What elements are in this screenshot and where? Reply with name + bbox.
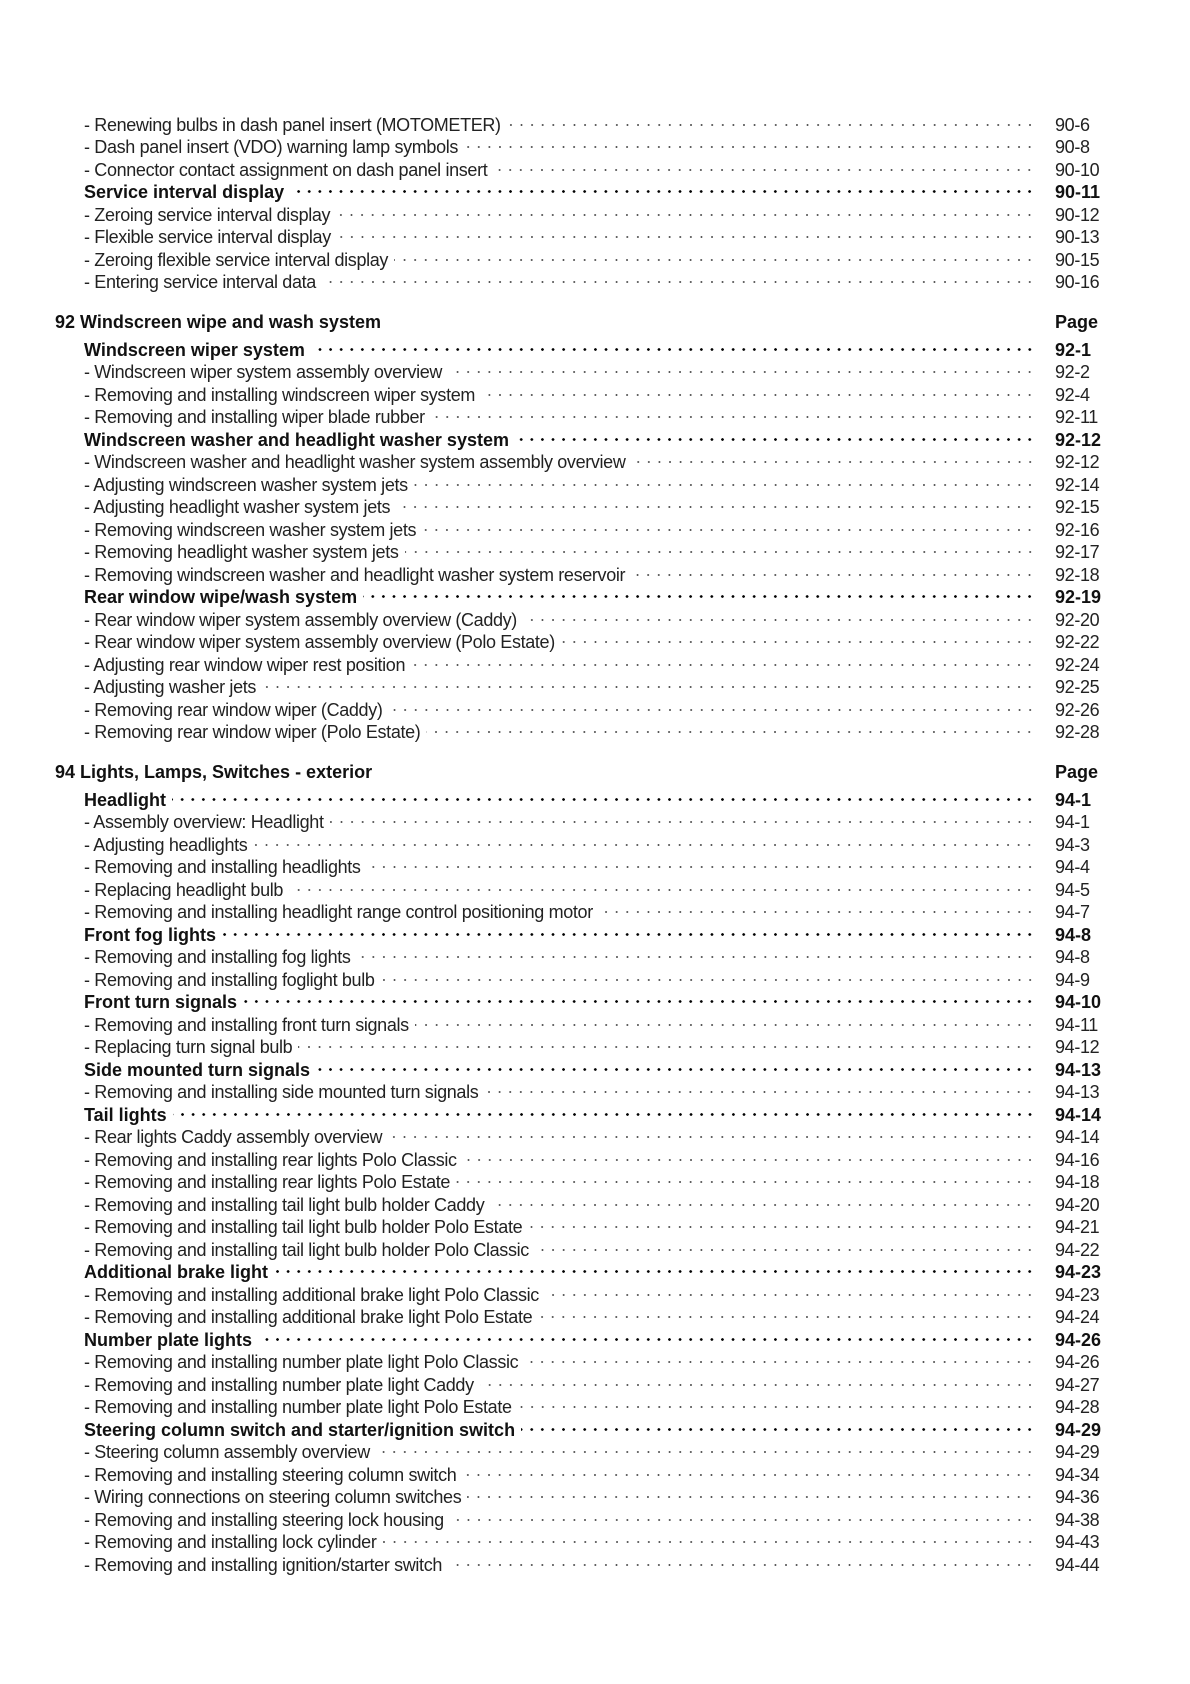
toc-entry-page: 92-18	[1055, 564, 1100, 585]
dot-leader	[448, 356, 1035, 379]
toc-entry-page: 92-1	[1055, 339, 1092, 360]
dot-leader	[456, 1166, 1035, 1189]
dot-leader	[376, 1436, 1035, 1459]
toc-entry-page: 94-1	[1055, 789, 1092, 810]
dot-leader	[262, 671, 1035, 694]
dot-leader	[316, 1053, 1035, 1076]
table-of-contents	[55, 108, 1125, 1575]
dot-leader	[535, 1233, 1035, 1256]
toc-entry-title: - Replacing turn signal bulb	[84, 1037, 293, 1057]
toc-entry-title: - Removing rear window wiper (Caddy)	[84, 699, 383, 720]
dot-leader	[383, 1526, 1036, 1549]
toc-entry-page: 94-7	[1055, 902, 1090, 922]
toc-entry-title: Front fog lights	[84, 924, 216, 945]
toc-entry-title: - Removing and installing tail light bulb holder Caddy	[84, 1194, 485, 1215]
dot-leader	[463, 1143, 1035, 1166]
toc-entry-title: - Removing and installing lock cylinder	[84, 1532, 377, 1552]
toc-entry-title: Rear window wipe/wash system	[84, 587, 358, 607]
dot-leader	[515, 423, 1035, 446]
toc-entry-title: Windscreen washer and headlight washer system	[84, 429, 509, 450]
toc-entry-title: - Dash panel insert (VDO) warning lamp symbols	[84, 137, 459, 157]
toc-entry-title: - Removing and installing windscreen wiper system	[84, 384, 476, 405]
toc-entry-page: 94-34	[1055, 1464, 1100, 1485]
dot-leader	[258, 1323, 1035, 1346]
toc-entry-title: - Removing and installing headlights	[84, 857, 361, 877]
toc-entry-page: 94-27	[1055, 1374, 1100, 1395]
toc-entry-page: 92-14	[1055, 474, 1100, 495]
toc-entry-page: 94-26	[1055, 1352, 1100, 1372]
toc-entry-title: - Removing and installing additional brake light Polo Classic	[84, 1284, 539, 1305]
toc-entry-title: - Steering column assembly overview	[84, 1442, 370, 1462]
dot-leader	[330, 806, 1035, 829]
toc-entry-page: 94-24	[1055, 1307, 1100, 1327]
dot-leader	[222, 918, 1035, 941]
toc-subentry[interactable]	[55, 108, 1125, 135]
dot-leader	[414, 468, 1035, 491]
toc-entry-page: 90-13	[1055, 227, 1100, 247]
dot-leader	[493, 153, 1035, 176]
toc-entry-page: 94-5	[1055, 879, 1090, 900]
dot-leader	[290, 176, 1035, 199]
toc-entry-title: - Rear lights Caddy assembly overview	[84, 1127, 383, 1147]
toc-chapter-94-entries	[55, 783, 1125, 1575]
toc-entry-page: 94-14	[1055, 1104, 1102, 1125]
toc-entry-page: 90-16	[1055, 272, 1100, 292]
toc-entry-page: 92-20	[1055, 609, 1100, 630]
chapter-title: 92 Windscreen wipe and wash system	[55, 311, 381, 332]
toc-entry-title: - Removing and installing headlight range control positioning motor	[84, 902, 593, 922]
toc-entry-title: - Removing and installing additional brake light Polo Estate	[84, 1307, 533, 1327]
toc-entry-title: Side mounted turn signals	[84, 1059, 311, 1080]
toc-entry-title: - Adjusting rear window wiper rest position	[84, 654, 406, 675]
toc-entry-page: 92-26	[1055, 699, 1100, 720]
toc-entry-title: - Wiring connections on steering column switches	[84, 1487, 462, 1507]
toc-entry-page: 92-16	[1055, 519, 1100, 540]
toc-entry-page: 92-24	[1055, 654, 1100, 675]
dot-leader	[336, 198, 1035, 221]
dot-leader	[450, 1503, 1035, 1526]
toc-entry-page: 94-36	[1055, 1487, 1100, 1507]
toc-entry-page: 94-12	[1055, 1037, 1100, 1057]
toc-entry-page: 94-23	[1055, 1284, 1100, 1305]
toc-entry-page: 94-22	[1055, 1239, 1100, 1260]
toc-entry-page: 94-4	[1055, 857, 1090, 877]
toc-entry-title: - Connector contact assignment on dash panel insert	[84, 159, 488, 180]
dot-leader	[481, 378, 1035, 401]
dot-leader	[490, 1188, 1035, 1211]
toc-entry-page: 94-3	[1055, 834, 1090, 855]
dot-leader	[415, 1008, 1035, 1031]
toc-entry-page: 94-9	[1055, 969, 1090, 990]
toc-entry-title: - Removing windscreen washer and headlight washer system reservoir	[84, 564, 626, 585]
toc-entry-title: - Zeroing service interval display	[84, 204, 331, 225]
dot-leader	[172, 783, 1035, 806]
toc-entry-title: - Renewing bulbs in dash panel insert (MOTOMETER)	[84, 114, 501, 135]
toc-entry-page: 94-29	[1055, 1442, 1100, 1462]
toc-entry-title: - Removing and installing number plate light Polo Classic	[84, 1352, 519, 1372]
toc-subentry[interactable]	[55, 806, 1125, 832]
toc-entry-page: 90-11	[1055, 182, 1101, 202]
toc-entry-page: 92-28	[1055, 722, 1100, 742]
toc-entry-title: - Removing and installing wiper blade rubber	[84, 407, 425, 427]
toc-group-90-continued	[55, 108, 1125, 292]
toc-entry-page: 90-12	[1055, 204, 1100, 225]
toc-entry-title: - Assembly overview: Headlight	[84, 812, 324, 832]
dot-leader	[298, 1031, 1035, 1054]
toc-entry-page: 94-20	[1055, 1194, 1100, 1215]
toc-entry-title: Windscreen wiper system	[84, 339, 305, 360]
dot-leader	[405, 536, 1036, 559]
toc-entry-page: 94-14	[1055, 1127, 1100, 1147]
toc-entry-title: - Removing and installing number plate light Polo Estate	[84, 1397, 512, 1417]
dot-leader	[337, 221, 1035, 244]
toc-entry-page: 90-15	[1055, 249, 1100, 270]
toc-entry-page: 92-25	[1055, 677, 1100, 697]
dot-leader	[426, 716, 1035, 739]
toc-entry-page: 94-8	[1055, 924, 1092, 945]
toc-entry-page: 92-11	[1055, 407, 1098, 427]
toc-entry-title: - Removing and installing rear lights Polo Estate	[84, 1172, 451, 1192]
dot-leader	[480, 1368, 1035, 1391]
toc-entry-page: 94-8	[1055, 947, 1090, 967]
toc-entry-title: Additional brake light	[84, 1262, 269, 1282]
toc-entry-page: 94-38	[1055, 1509, 1100, 1530]
toc-entry-title: - Rear window wiper system assembly overview (Caddy)	[84, 609, 517, 630]
dot-leader	[518, 1391, 1035, 1414]
dot-leader	[524, 1346, 1035, 1369]
toc-entry-page: 94-28	[1055, 1397, 1100, 1417]
toc-entry-page: 94-1	[1055, 812, 1090, 832]
toc-entry-page: 94-18	[1055, 1172, 1100, 1192]
toc-entry-title: - Removing and installing steering column switch	[84, 1464, 457, 1485]
toc-entry-title: Number plate lights	[84, 1329, 253, 1350]
dot-leader	[357, 941, 1035, 964]
toc-entry-title: - Replacing headlight bulb	[84, 879, 284, 900]
dot-leader	[381, 963, 1035, 986]
toc-entry-page: 94-10	[1055, 992, 1102, 1012]
dot-leader	[422, 513, 1035, 536]
dot-leader	[388, 1121, 1035, 1144]
toc-entry-title: - Removing and installing front turn signals	[84, 1014, 409, 1035]
toc-section-entry[interactable]	[55, 333, 1125, 360]
toc-entry-page: 94-11	[1055, 1014, 1098, 1035]
toc-entry-title: - Adjusting windscreen washer system jets	[84, 474, 408, 495]
dot-leader	[521, 1413, 1035, 1436]
toc-entry-page: 94-13	[1055, 1082, 1100, 1102]
dot-leader	[538, 1301, 1035, 1324]
toc-entry-title: - Adjusting washer jets	[84, 677, 257, 697]
page-column-label: Page	[1055, 311, 1099, 332]
dot-leader	[173, 1098, 1035, 1121]
toc-subentry[interactable]	[55, 1121, 1125, 1147]
toc-entry-title: Service interval display	[84, 182, 285, 202]
dot-leader	[484, 1076, 1035, 1099]
dot-leader	[367, 851, 1035, 874]
chapter-title: 94 Lights, Lamps, Switches - exterior	[55, 761, 373, 782]
toc-section-entry[interactable]	[55, 783, 1125, 810]
toc-entry-page: 94-43	[1055, 1532, 1100, 1552]
page-column-label: Page	[1055, 761, 1099, 782]
dot-leader	[363, 581, 1035, 604]
toc-entry-title: Tail lights	[84, 1104, 167, 1125]
dot-leader	[464, 131, 1035, 154]
chapter-heading-94	[55, 761, 1125, 784]
toc-entry-title: - Removing windscreen washer system jets	[84, 519, 417, 540]
dot-leader	[545, 1278, 1035, 1301]
toc-chapter-92-entries	[55, 333, 1125, 742]
toc-entry-title: - Adjusting headlights	[84, 834, 248, 855]
dot-leader	[431, 401, 1035, 424]
toc-entry-title: - Removing and installing rear lights Polo Classic	[84, 1149, 457, 1170]
toc-entry-page: 94-44	[1055, 1554, 1100, 1575]
toc-section-entry[interactable]	[55, 1098, 1125, 1125]
toc-entry-page: 90-8	[1055, 137, 1090, 157]
dot-leader	[243, 986, 1035, 1009]
toc-entry-title: - Removing and installing steering lock housing	[84, 1509, 444, 1530]
toc-entry-title: - Zeroing flexible service interval display	[84, 249, 389, 270]
dot-leader	[507, 108, 1035, 131]
toc-entry-title: Front turn signals	[84, 992, 237, 1012]
toc-entry-page: 94-26	[1055, 1329, 1102, 1350]
toc-entry-page: 92-4	[1055, 384, 1090, 405]
toc-entry-title: - Flexible service interval display	[84, 227, 331, 247]
toc-entry-title: - Adjusting headlight washer system jets	[84, 497, 391, 517]
dot-leader	[561, 626, 1035, 649]
toc-entry-title: - Rear window wiper system assembly overview (Polo Estate)	[84, 632, 555, 652]
toc-entry-title: - Entering service interval data	[84, 272, 316, 292]
toc-entry-title: - Removing and installing ignition/starter switch	[84, 1554, 443, 1575]
toc-entry-title: - Removing and installing number plate light Caddy	[84, 1374, 474, 1395]
toc-entry-page: 92-19	[1055, 587, 1102, 607]
dot-leader	[462, 1458, 1035, 1481]
dot-leader	[467, 1481, 1035, 1504]
toc-entry-title: Steering column switch and starter/ignition switch	[84, 1419, 516, 1440]
toc-entry-title: - Windscreen wiper system assembly overview	[84, 362, 443, 382]
toc-entry-page: 94-23	[1055, 1262, 1102, 1282]
toc-entry-title: - Removing and installing side mounted turn signals	[84, 1082, 479, 1102]
toc-entry-title: - Windscreen washer and headlight washer system assembly overview	[84, 452, 626, 472]
dot-leader	[394, 243, 1035, 266]
toc-entry-title: - Removing and installing tail light bulb holder Polo Classic	[84, 1239, 529, 1260]
toc-entry-page: 92-15	[1055, 497, 1100, 517]
dot-leader	[632, 446, 1036, 469]
toc-entry-title: - Removing and installing fog lights	[84, 947, 351, 967]
toc-entry-page: 94-16	[1055, 1149, 1100, 1170]
dot-leader	[253, 828, 1035, 851]
chapter-heading-92	[55, 311, 1125, 334]
dot-leader	[396, 491, 1035, 514]
dot-leader	[411, 648, 1035, 671]
toc-entry-page: 92-17	[1055, 542, 1100, 562]
dot-leader	[599, 896, 1035, 919]
dot-leader	[322, 266, 1035, 289]
toc-entry-page: 90-6	[1055, 114, 1090, 135]
toc-entry-page: 94-13	[1055, 1059, 1102, 1080]
toc-entry-page: 94-21	[1055, 1217, 1100, 1237]
toc-entry-page: 92-12	[1055, 429, 1102, 450]
dot-leader	[448, 1548, 1035, 1571]
dot-leader	[528, 1211, 1035, 1234]
toc-entry-page: 92-12	[1055, 452, 1100, 472]
dot-leader	[631, 558, 1035, 581]
dot-leader	[311, 333, 1035, 356]
toc-entry-page: 92-22	[1055, 632, 1100, 652]
toc-entry-page: 92-2	[1055, 362, 1090, 382]
toc-entry-title: - Removing rear window wiper (Polo Estate)	[84, 722, 421, 742]
dot-leader	[523, 603, 1035, 626]
toc-entry-title: - Removing and installing tail light bulb holder Polo Estate	[84, 1217, 523, 1237]
toc-entry-page: 90-10	[1055, 159, 1100, 180]
dot-leader	[289, 873, 1035, 896]
toc-entry-title: - Removing headlight washer system jets	[84, 542, 399, 562]
toc-entry-page: 94-29	[1055, 1419, 1102, 1440]
toc-entry-title: - Removing and installing foglight bulb	[84, 969, 375, 990]
dot-leader	[274, 1256, 1035, 1279]
toc-entry-title: Headlight	[84, 789, 167, 810]
dot-leader	[389, 693, 1035, 716]
